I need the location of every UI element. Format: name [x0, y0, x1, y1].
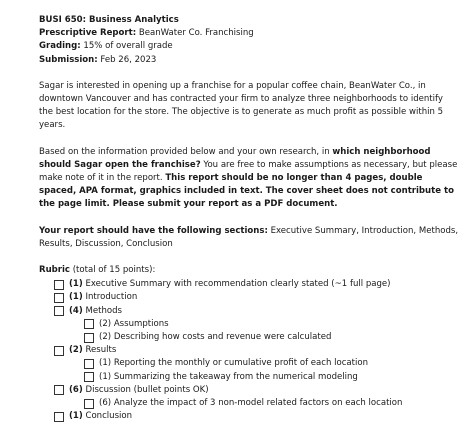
rubric-points: (2) [69, 345, 83, 356]
rubric-text: Executive Summary with recommendation clearly stated (~1 full page) [82, 279, 391, 290]
rubric-item-conclusion [39, 410, 459, 423]
rubric-text: (1) Summarizing the takeaway from the numerical modeling [99, 371, 358, 382]
course-title: BUSI 650: Business Analytics [39, 15, 179, 25]
report-line [39, 27, 459, 40]
rubric-text: (2) Assumptions [99, 318, 169, 329]
report-label: Prescriptive Report: [39, 28, 137, 39]
rubric-text: Introduction [82, 292, 138, 303]
rubric-item-discussion [39, 384, 459, 397]
rubric-points: (1) [69, 279, 83, 290]
rubric-points: (6) [69, 384, 83, 395]
task-middle: You are free to make assumptions as necessary, but please make note of it in the report. [39, 159, 458, 184]
rubric-subitem-profit [39, 357, 459, 370]
rubric-subitem-costs-revenue [39, 331, 459, 344]
rubric-points: (4) [69, 305, 83, 316]
sections-label: Your report should have the following sections: [39, 225, 268, 236]
checkbox[interactable] [84, 333, 94, 343]
report-value: BeanWater Co. Franchising [138, 28, 254, 39]
submission-value: Feb 26, 2023 [100, 54, 157, 65]
sections-paragraph [39, 225, 459, 251]
rubric-item-results [39, 344, 459, 357]
rubric-subitem-takeaway [39, 371, 459, 384]
grading-line [39, 40, 459, 53]
rubric-text: (6) Analyze the impact of 3 non-model related factors on each location [99, 397, 403, 408]
submission-line [39, 54, 459, 67]
rubric-item-executive-summary [39, 278, 459, 291]
assignment-document [39, 14, 459, 423]
submission-label: Submission: [39, 54, 98, 65]
rubric-subitem-assumptions [39, 318, 459, 331]
rubric-text: Discussion (bullet points OK) [82, 384, 209, 395]
task-requirements: This report should be no longer than 4 pages, double spaced, APA format, graphics included in text. The cover sheet does not contribute to the page limit. Please submit your report as a PDF document. [39, 173, 454, 210]
checkbox[interactable] [54, 412, 64, 422]
task-lead: Based on the information provided below and your own research, in [39, 146, 333, 157]
checkbox[interactable] [84, 359, 94, 369]
checkbox[interactable] [54, 346, 64, 356]
checkbox[interactable] [54, 293, 64, 303]
rubric-text: Results [82, 345, 117, 356]
checkbox[interactable] [84, 319, 94, 329]
checkbox[interactable] [54, 385, 64, 395]
checkbox[interactable] [54, 280, 64, 290]
rubric-item-introduction [39, 291, 459, 304]
grading-value: 15% of overall grade [83, 41, 173, 52]
checkbox[interactable] [84, 399, 94, 409]
rubric-text: (2) Describing how costs and revenue were calculated [99, 332, 332, 342]
rubric-points: (1) [69, 411, 83, 422]
rubric-total: (total of 15 points): [70, 265, 156, 276]
rubric-subitem-factors [39, 397, 459, 410]
task-question: which neighborhood should Sagar open the franchise? [39, 146, 431, 170]
task-paragraph [39, 146, 459, 212]
rubric-text: (1) Reporting the monthly or cumulative profit of each location [99, 358, 369, 369]
rubric-text: Methods [82, 305, 122, 316]
sections-list: Executive Summary, Introduction, Methods, Results, Discussion, Conclusion [39, 225, 459, 249]
checkbox[interactable] [84, 372, 94, 382]
rubric-heading [39, 264, 459, 277]
rubric-checklist [39, 278, 459, 423]
rubric-points: (1) [69, 292, 83, 303]
intro-paragraph: Sagar is interested in opening up a franchise for a popular coffee chain, BeanWater Co., in downtown Vancouver and has contracted your firm to analyze three neighborhoods to identify the best location for the store. The objective is to generate as much profit as possible within 5 years. [39, 80, 444, 131]
rubric-label: Rubric [39, 265, 70, 276]
rubric-item-methods [39, 305, 459, 318]
rubric-text: Conclusion [82, 411, 133, 422]
checkbox[interactable] [54, 306, 64, 316]
grading-label: Grading: [39, 41, 81, 52]
